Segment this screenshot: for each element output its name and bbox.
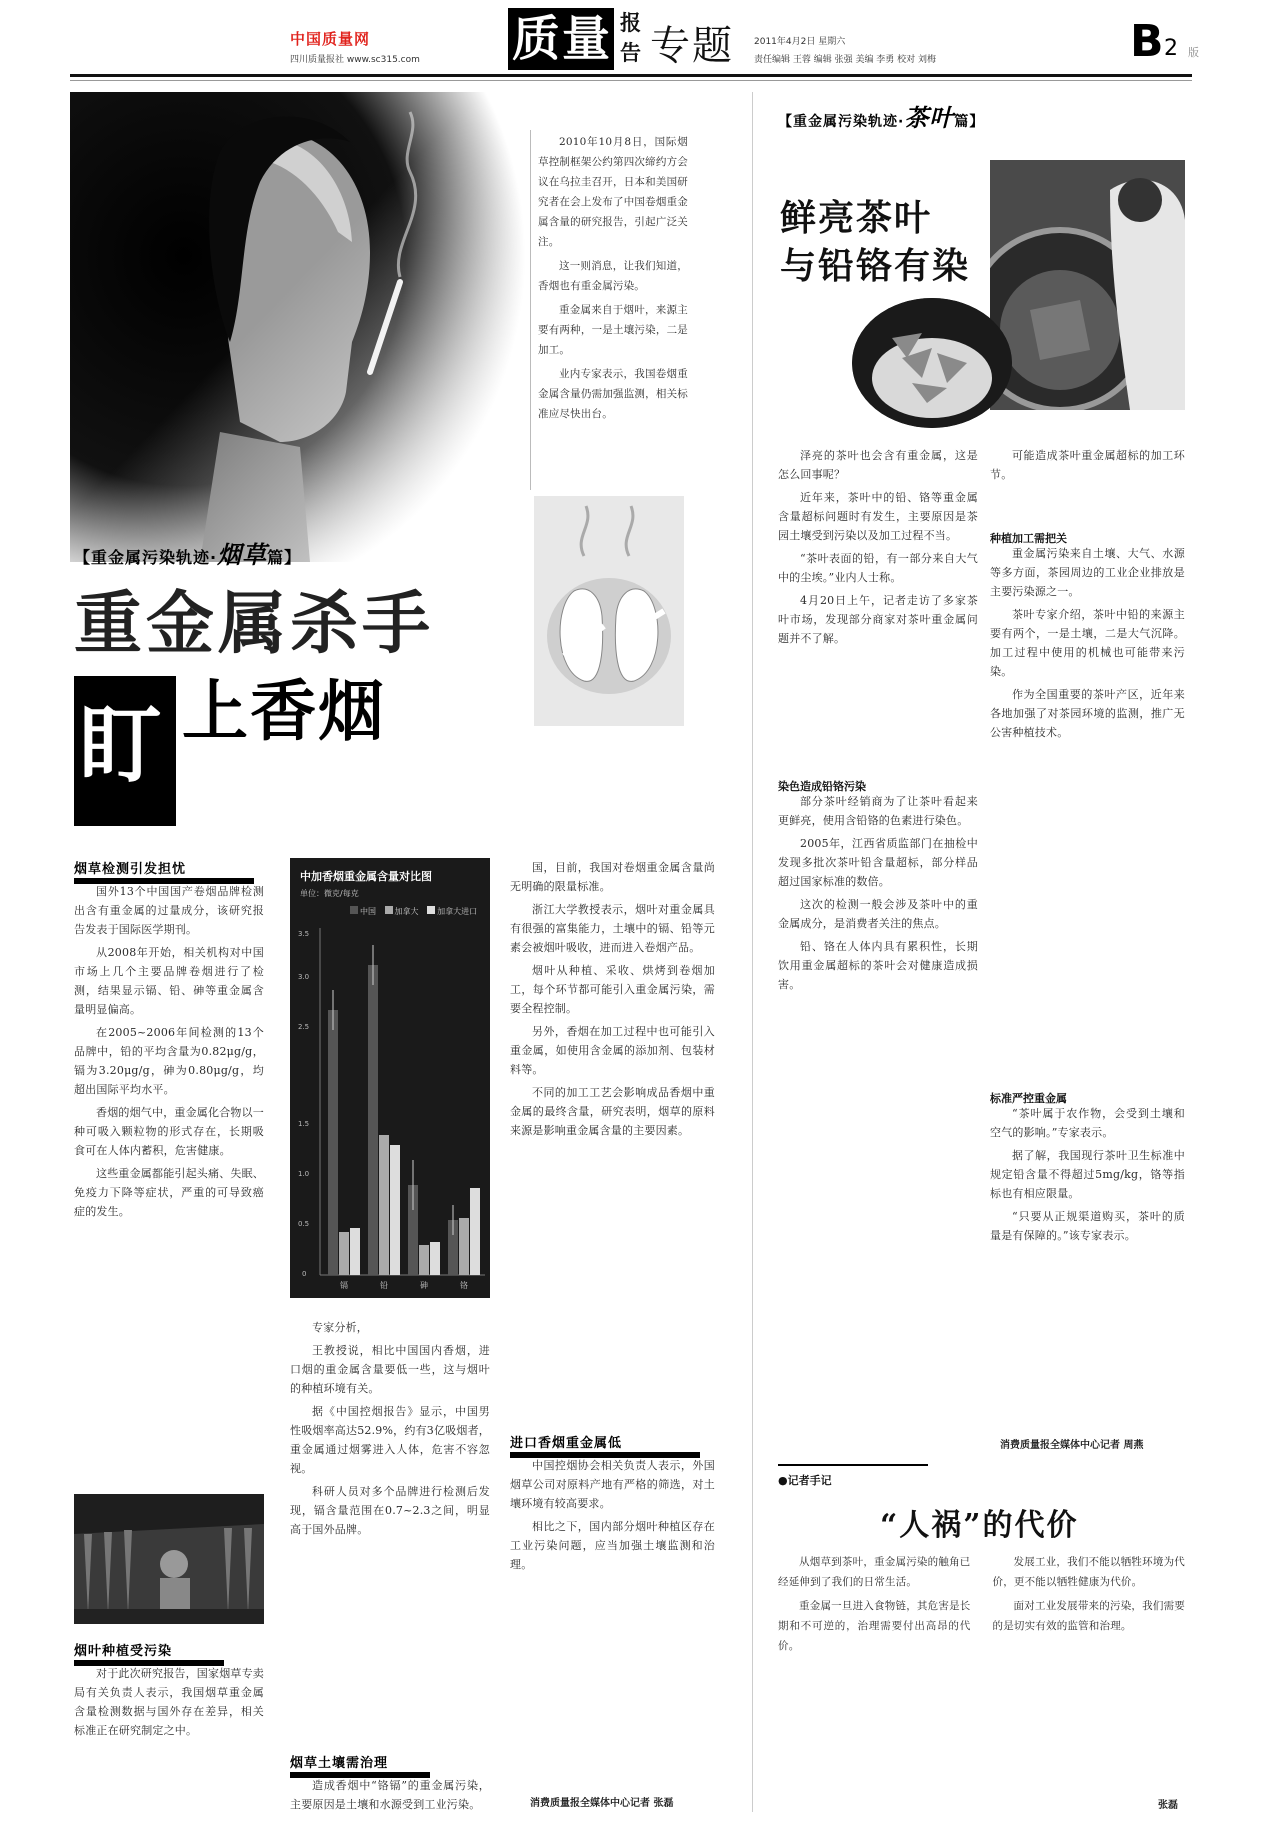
bar: [470, 1188, 480, 1275]
right-headline-line2: 与铅铬有染: [780, 245, 971, 287]
sidebar-summary: [538, 132, 688, 428]
legend-swatch: [427, 906, 435, 914]
col1-p: 香烟的烟气中，重金属化合物以一种可吸入颗粒物的形式存在，长期吸食可在人体内蓄积，危害健康。: [74, 1106, 264, 1157]
lungs-cigarette-illustration: [534, 496, 684, 726]
right-p: 部分茶叶经销商为了让茶叶看起来更鲜亮，使用含铅铬的色素进行染色。: [778, 795, 978, 827]
col1-p: 在2005~2006年间检测的13个品牌中，铅的平均含量为0.82μg/g，镉为3.20μg/g，砷为0.80μg/g，均超出国际平均水平。: [74, 1026, 264, 1096]
col3-p: 国，目前，我国对卷烟重金属含量尚无明确的限量标准。: [510, 861, 715, 893]
sec3-head: [290, 1752, 430, 1778]
left-tag-prefix: 【重金属污染轨迹·: [74, 548, 218, 567]
sec1-head-text: 烟草检测引发担忧: [74, 858, 254, 884]
heavy-metal-chart: [290, 858, 490, 1298]
y-tick: 3.5: [298, 930, 310, 938]
col1-p: 对于此次研究报告，国家烟草专卖局有关负责人表示，我国烟草重金属含量检测数据与国外存在差异，相关标准正在研究制定之中。: [74, 1667, 264, 1737]
x-tick: 铬: [460, 1281, 468, 1290]
bar: [459, 1218, 469, 1275]
sidebar-p: 业内专家表示，我国卷烟重金属含量仍需加强监测，相关标准应尽快出台。: [538, 368, 688, 420]
tea-processing-photo: [990, 160, 1185, 410]
col1-p: 国外13个中国国产卷烟品牌检测出含有重金属的过量成分，该研究报告发表于国际医学期刊。: [74, 885, 264, 936]
legend-label: 中国: [360, 907, 376, 916]
sec2-head: [74, 1640, 224, 1666]
bar: [368, 965, 378, 1275]
right-p: 近年来，茶叶中的铅、铬等重金属含量超标问题时有发生，主要原因是茶园土壤受到污染以及加工过程不当。: [778, 491, 978, 542]
left-headline-line2: 上香烟: [182, 673, 386, 750]
commentary-p: 重金属一旦进入食物链，其危害是长期和不可逆的，治理需要付出高昂的代价。: [778, 1600, 971, 1652]
left-headline-char: 盯: [78, 696, 163, 794]
col2-p: 科研人员对多个品牌进行检测后发现，镉含量范围在0.7~2.3之间，明显高于国外品牌。: [290, 1485, 490, 1536]
col1-body-b: [74, 1664, 264, 1804]
bar: [328, 1010, 338, 1275]
right-tag: [778, 98, 984, 133]
right-p: 茶叶专家介绍，茶叶中铅的来源主要有两个，一是土壤，二是大气沉降。加工过程中使用的机械也可能带来污染。: [990, 608, 1185, 678]
right-colB-body: [990, 446, 1185, 506]
page-suffix: 版: [1188, 46, 1199, 59]
sidebar-rule: [530, 130, 531, 490]
bar: [390, 1145, 400, 1275]
right-p: 重金属污染来自土壤、大气、水源等多方面，茶园周边的工业企业排放是主要污染源之一。: [990, 547, 1185, 598]
left-byline: 消费质量报全媒体中心记者 张磊: [530, 1798, 674, 1809]
tobacco-field-photo: [74, 1494, 264, 1624]
sec2-head-text: 烟叶种植受污染: [74, 1640, 224, 1666]
right-p: “茶叶表面的铅，有一部分来自大气中的尘埃。”业内人士称。: [778, 552, 978, 584]
chart-legend: [350, 906, 477, 917]
sec1-head: [74, 858, 254, 884]
right-p: 据了解，我国现行茶叶卫生标准中规定铅含量不得超过5mg/kg，铬等指标也有相应限量。: [990, 1149, 1185, 1200]
col2-body-c: [290, 1776, 490, 1816]
bar: [339, 1232, 349, 1275]
x-tick: 镉: [340, 1281, 348, 1290]
right-byline: 消费质量报全媒体中心记者 周燕: [1000, 1440, 1144, 1451]
tea-leaves-hands-photo: [852, 298, 1012, 428]
sidebar-p: 这一则消息，让我们知道，香烟也有重金属污染。: [538, 260, 688, 292]
x-tick: 铅: [380, 1281, 388, 1290]
bar: [419, 1245, 429, 1275]
left-tag: [74, 535, 301, 570]
right-colB-subhead2: 标准严控重金属: [990, 1092, 1067, 1105]
chart-unit: 单位：微克/每克: [300, 889, 359, 898]
commentary-p: 发展工业，我们不能以牺牲环境为代价，更不能以牺牲健康为代价。: [992, 1556, 1185, 1588]
commentary-signature: 张磊: [1158, 1800, 1178, 1811]
sec4-head: [510, 1432, 700, 1458]
right-p: 可能造成茶叶重金属超标的加工环节。: [990, 449, 1185, 481]
bar: [379, 1135, 389, 1275]
right-tag-suffix: 篇】: [954, 114, 985, 130]
right-p: “只要从正规渠道购买，茶叶的质量是有保障的。”该专家表示。: [990, 1210, 1185, 1242]
commentary-p: 面对工业发展带来的污染，我们需要的是切实有效的监管和治理。: [992, 1600, 1185, 1632]
x-tick: 砷: [420, 1281, 428, 1290]
sec4-head-text: 进口香烟重金属低: [510, 1432, 700, 1458]
col2-body: [290, 1318, 490, 1738]
legend-swatch: [350, 906, 358, 914]
right-colB-subhead1: 种植加工需把关: [990, 532, 1067, 545]
right-p: 2005年，江西省质监部门在抽检中发现多批次茶叶铅含量超标，部分样品超过国家标准的数倍。: [778, 837, 978, 888]
page-number: 2: [1164, 36, 1178, 61]
right-p: 这次的检测一般会涉及茶叶中的重金属成分，是消费者关注的焦点。: [778, 898, 978, 930]
sidebar-p: 重金属来自于烟叶，来源主要有两种，一是土壤污染，二是加工。: [538, 304, 688, 356]
left-tag-suffix: 篇】: [267, 548, 302, 567]
left-headline-line1: 重金属杀手: [74, 585, 435, 664]
bar: [430, 1242, 440, 1275]
col2-p: 王教授说，相比中国国内香烟，进口烟的重金属含量要低一些，这与烟叶的种植环境有关。: [290, 1344, 490, 1395]
commentary-rule: [778, 1464, 928, 1466]
col3-body-b: [510, 1456, 715, 1776]
logo-report: 报告: [620, 10, 641, 65]
logo-big: 质量: [512, 11, 613, 67]
right-p: “茶叶属于农作物，会受到土壤和空气的影响。”专家表示。: [990, 1107, 1185, 1139]
masthead: [0, 0, 1262, 78]
right-colA-body-b: [778, 792, 978, 1392]
bars: [328, 965, 480, 1275]
col3-body: [510, 858, 715, 1418]
y-tick: 0.5: [298, 1220, 310, 1228]
y-tick: 2.5: [298, 1023, 310, 1031]
col3-p: 不同的加工工艺会影响成品香烟中重金属的最终含量，研究表明，烟草的原料来源是影响重金属含量的主要因素。: [510, 1086, 715, 1137]
right-headline-line1: 鲜亮茶叶: [780, 197, 933, 239]
chart-plot: [290, 920, 490, 1298]
right-colA-subhead: 染色造成铅铬污染: [778, 780, 866, 793]
page-letter: B: [1130, 16, 1164, 67]
right-colA-body: [778, 446, 978, 766]
left-tag-script: 烟草: [217, 540, 268, 569]
smoking-woman-illustration: [70, 92, 525, 562]
legend-label: 加拿大: [394, 907, 419, 916]
col3-p: 浙江大学教授表示，烟叶对重金属具有很强的富集能力，土壤中的镉、铅等元素会被烟叶吸收，进而进入卷烟产品。: [510, 903, 715, 954]
col1-body: [74, 882, 264, 1470]
commentary-tag: ●记者手记: [778, 1474, 832, 1487]
y-tick: 0: [302, 1270, 307, 1278]
y-tick: 1.0: [298, 1170, 310, 1178]
right-p: 4月20日上午，记者走访了多家茶叶市场，发现部分商家对茶叶重金属问题并不了解。: [778, 594, 978, 645]
col2-p: 造成香烟中“铬镉”的重金属污染，主要原因是土壤和水源受到工业污染。: [290, 1779, 490, 1811]
commentary-title: “人祸”的代价: [880, 1508, 1079, 1543]
brand-sub: 四川质量报社 www.sc315.com: [290, 55, 420, 65]
y-tick: 3.0: [298, 973, 310, 981]
legend-swatch: [385, 906, 393, 914]
half-divider: [752, 92, 753, 1812]
right-p: 泽亮的茶叶也会含有重金属，这是怎么回事呢？: [778, 449, 978, 481]
commentary-body: [778, 1552, 1185, 1802]
col1-p: 从2008年开始，相关机构对中国市场上几个主要品牌卷烟进行了检测，结果显示镉、铅、砷等重金属含量明显偏高。: [74, 946, 264, 1016]
col1-p: 这些重金属都能引起头痛、失眠、免疫力下降等症状，严重的可导致癌症的发生。: [74, 1167, 264, 1218]
brand-red: 中国质量网: [290, 30, 371, 48]
col3-p: 相比之下，国内部分烟叶种植区存在工业污染问题，应当加强土壤监测和治理。: [510, 1520, 715, 1571]
right-colB-body-b: [990, 544, 1185, 1064]
commentary-p: 从烟草到茶叶，重金属污染的触角已经延伸到了我们的日常生活。: [778, 1556, 971, 1588]
logo-special: 专题: [650, 23, 734, 69]
right-colB-body-c: [990, 1104, 1185, 1434]
right-tag-prefix: 【重金属污染轨迹·: [778, 114, 905, 130]
col3-p: 中国控烟协会相关负责人表示，外国烟草公司对原料产地有严格的筛选，对土壤环境有较高要求。: [510, 1459, 715, 1510]
editor-line: 责任编辑 王蓉 编辑 张强 美编 李勇 校对 刘梅: [754, 55, 937, 65]
right-p: 作为全国重要的茶叶产区，近年来各地加强了对茶园环境的监测，推广无公害种植技术。: [990, 688, 1185, 739]
y-tick: 1.5: [298, 1120, 310, 1128]
sec3-head-text: 烟草土壤需治理: [290, 1752, 430, 1778]
legend-label: 加拿大进口: [437, 907, 478, 916]
masthead-rule-thin: [70, 80, 1192, 81]
col3-p: 烟叶从种植、采收、烘烤到卷烟加工，每个环节都可能引入重金属污染，需要全程控制。: [510, 964, 715, 1015]
date-line: 2011年4月2日 星期六: [754, 37, 846, 47]
col3-p: 另外，香烟在加工过程中也可能引入重金属，如使用含金属的添加剂、包装材料等。: [510, 1025, 715, 1076]
col2-p: 专家分析，: [312, 1321, 368, 1334]
bar: [350, 1228, 360, 1275]
right-p: 铅、铬在人体内具有累积性，长期饮用重金属超标的茶叶会对健康造成损害。: [778, 940, 978, 991]
chart-title: 中加香烟重金属含量对比图: [300, 870, 432, 883]
col2-p: 据《中国控烟报告》显示，中国男性吸烟率高达52.9%，约有3亿吸烟者，重金属通过烟雾进入人体，危害不容忽视。: [290, 1405, 490, 1475]
right-tag-script: 茶叶: [904, 103, 955, 132]
masthead-rule: [70, 74, 1192, 77]
hero-photo-smoking-woman: [70, 92, 525, 562]
sidebar-p: 2010年10月8日，国际烟草控制框架公约第四次缔约方会议在乌拉圭召开，日本和美国研究者在会上发布了中国卷烟重金属含量的研究报告，引起广泛关注。: [538, 136, 688, 248]
